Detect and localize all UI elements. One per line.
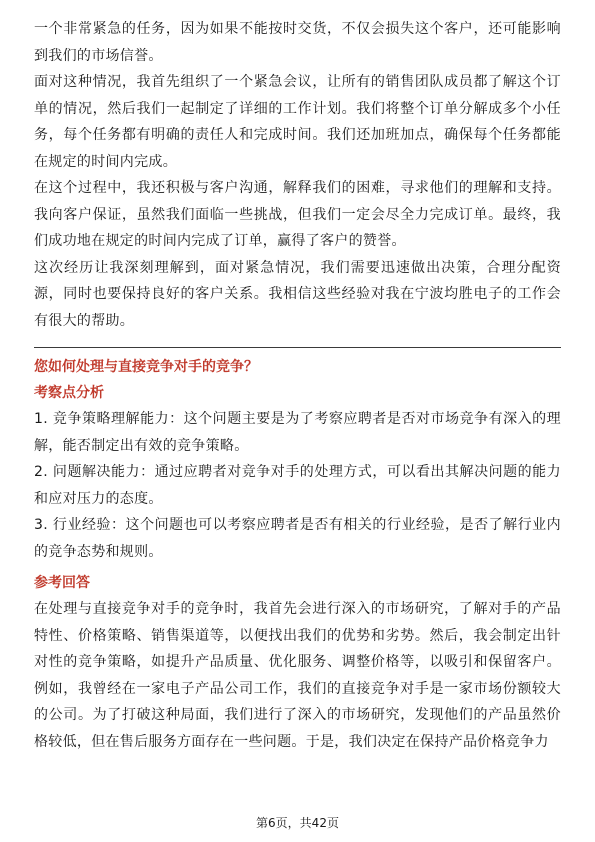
document-page [34,16,561,755]
analysis-point: 3. 行业经验：这个问题也可以考察应聘者是否有相关的行业经验，是否了解行业内的竞争态势和规则。 [34,517,561,560]
answer-paragraph: 在处理与直接竞争对手的竞争时，我首先会进行深入的市场研究，了解对手的产品特性、价格策略、销售渠道等，以便找出我们的优势和劣势。然后，我会制定出针对性的竞争策略，如提升产品质量、优化服务、调整价格等，以吸引和保留客户。例如，我曾经在一家电子产品公司工作，我们的直接竞争对手是一家市场份额较大的公司。为了打破这种局面，我们进行了深入的市场研究，发现他们的产品虽然价格较低，但在售后服务方面存在一些问题。于是，我们决定在保持产品价格竞争力 [34,601,561,750]
body-paragraph: 一个非常紧急的任务，因为如果不能按时交货，不仅会损失这个客户，还可能影响到我们的市场信誉。 [34,21,561,64]
page-number: 第6页，共42页 [256,816,339,830]
answer-heading: 参考回答 [34,575,90,591]
body-paragraph: 面对这种情况，我首先组织了一个紧急会议，让所有的销售团队成员都了解这个订单的情况，然后我们一起制定了详细的工作计划。我们将整个订单分解成多个小任务，每个任务都有明确的责任人和完成时间。我们还加班加点，确保每个任务都能在规定的时间内完成。 [34,74,561,170]
question-title: 您如何处理与直接竞争对手的竞争？ [34,359,258,375]
section-divider [34,347,561,348]
analysis-heading: 考察点分析 [34,385,104,401]
body-paragraph: 这次经历让我深刻理解到，面对紧急情况，我们需要迅速做出决策，合理分配资源，同时也要保持良好的客户关系。我相信这些经验对我在宁波均胜电子的工作会有很大的帮助。 [34,259,561,329]
body-paragraph: 在这个过程中，我还积极与客户沟通，解释我们的困难，寻求他们的理解和支持。我向客户保证，虽然我们面临一些挑战，但我们一定会尽全力完成订单。最终，我们成功地在规定的时间内完成了订单，赢得了客户的赞誉。 [34,180,561,249]
analysis-point: 1. 竞争策略理解能力：这个问题主要是为了考察应聘者是否对市场竞争有深入的理解，能否制定出有效的竞争策略。 [34,411,561,454]
analysis-point: 2. 问题解决能力：通过应聘者对竞争对手的处理方式，可以看出其解决问题的能力和应对压力的态度。 [34,464,561,507]
